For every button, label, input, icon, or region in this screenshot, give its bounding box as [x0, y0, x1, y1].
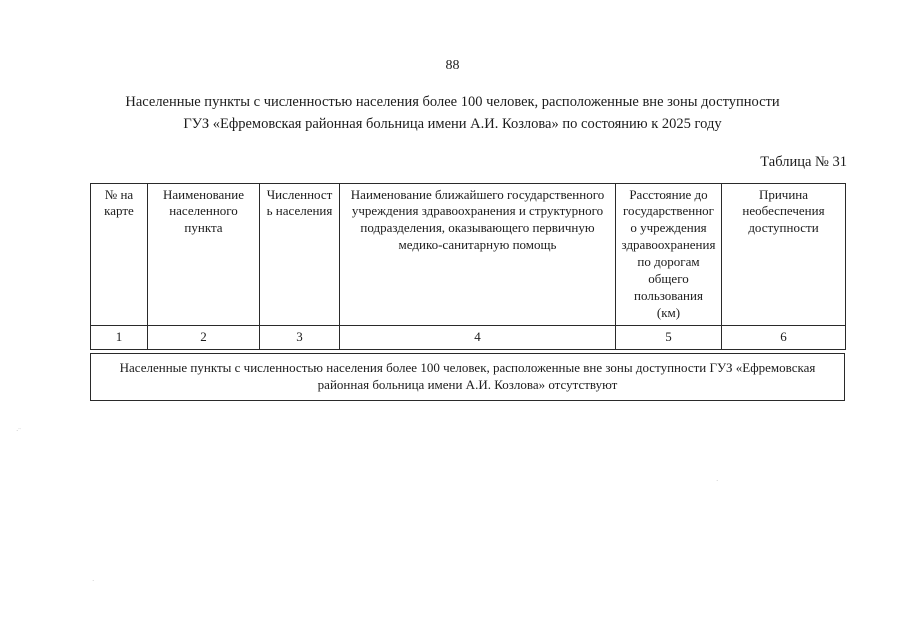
header-cell-settlement-name: Наименование населенного пункта: [148, 183, 260, 325]
note-cell: Населенные пункты с численностью населения более 100 человек, расположенные вне зоны доступности ГУЗ «Ефремовская районная больница имени А.И. Козлова» отсутствуют: [91, 353, 845, 400]
column-number-cell: 4: [340, 325, 616, 349]
document-title-line-2: ГУЗ «Ефремовская районная больница имени А.И. Козлова» по состоянию к 2025 году: [183, 115, 722, 132]
table-number-caption: Таблица № 31: [760, 153, 847, 170]
header-cell-distance: Расстояние до государственного учреждения здравоохранения по дорогам общего пользования (км): [616, 183, 722, 325]
header-cell-map-number: № на карте: [91, 183, 148, 325]
header-cell-nearest-institution: Наименование ближайшего государственного учреждения здравоохранения и структурного подразделения, оказывающего первичную медико-санитарную помощь: [340, 183, 616, 325]
column-number-cell: 5: [616, 325, 722, 349]
scan-artifact: ·: [716, 477, 719, 485]
column-number-row: [91, 325, 846, 349]
column-number-cell: 2: [148, 325, 260, 349]
header-cell-population: Численность населения: [260, 183, 340, 325]
note-row: [91, 353, 845, 400]
document-title: [83, 92, 823, 136]
scan-artifact: ·¨: [16, 427, 21, 435]
table-header-row: [91, 183, 846, 325]
column-number-cell: 3: [260, 325, 340, 349]
page-number: 88: [445, 58, 460, 73]
document-title-line-1: Населенные пункты с численностью населения более 100 человек, расположенные вне зоны доступности: [125, 94, 780, 110]
table-note-section: [90, 353, 845, 401]
column-number-cell: 6: [722, 325, 846, 349]
accessibility-table: [90, 183, 846, 350]
scan-artifact: ·: [92, 577, 95, 585]
column-number-cell: 1: [91, 325, 148, 349]
header-cell-reason: Причина необеспечения доступности: [722, 183, 846, 325]
